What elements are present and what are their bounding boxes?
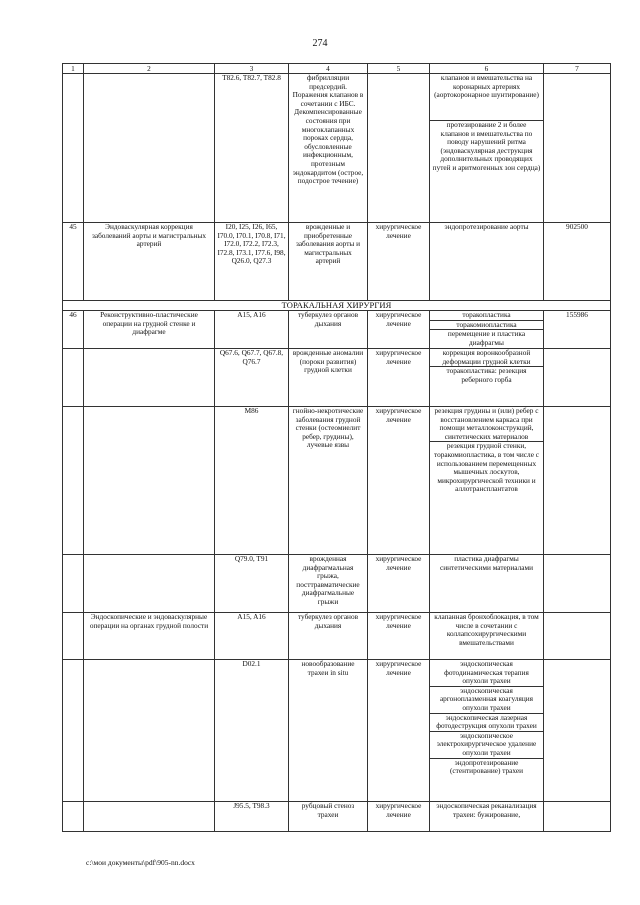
column-header: 1 [63,64,84,74]
method-item: эндоскопическая реканализация трахеи: бужирование, [436,801,537,819]
treatment-methods [430,802,544,832]
table-row [63,613,611,660]
row-number: 45 [63,223,84,301]
icd-codes: A15, A16 [215,311,289,349]
service-name: Эндоваскулярная коррекция заболеваний аорты и магистральных артерий [84,223,215,301]
icd-codes: J95.5, T98.3 [215,802,289,832]
treatment-kind: хирургическое лечение [368,613,430,660]
cost [544,349,611,407]
treatment-kind: хирургическое лечение [368,802,430,832]
icd-codes: M86 [215,407,289,555]
method-item: резекция грудной стенки, торакомиопластика, в том числе с использованием перемещенных мышечных лоскутов, микрохирургической техники и аллотрансплантатов [434,441,539,494]
treatment-kind [368,74,430,223]
cost [544,407,611,555]
treatment-kind: хирургическое лечение [368,555,430,613]
patient-model: новообразование трахеи in situ [289,660,368,802]
cost [544,660,611,802]
patient-model: гнойно-некротические заболевания грудной стенки (остеомиелит ребер, грудины), лучевые язвы [289,407,368,555]
table-row [63,407,611,555]
services-table [62,63,611,832]
method-item: эндопротезирование (стентирование) трахеи [449,757,524,776]
column-header: 4 [289,64,368,74]
cost [544,555,611,613]
row-number [63,555,84,613]
method-item: эндоскопическая аргоноплазменная коагуляция опухоли трахеи [430,687,543,714]
column-header: 2 [84,64,215,74]
column-header: 5 [368,64,430,74]
table-row [63,555,611,613]
treatment-kind: хирургическое лечение [368,349,430,407]
service-name [84,74,215,223]
column-header: 7 [544,64,611,74]
table-row [63,349,611,407]
row-number [63,802,84,832]
section-title: ТОРАКАЛЬНАЯ ХИРУРГИЯ [63,301,611,311]
row-number [63,407,84,555]
method-item: протезирование 2 и более клапанов и вмешательства по поводу нарушений ритма (эндоваскулярная деструкция дополнительных проводящих путей и аритмогенных зон сердца) [432,120,541,173]
treatment-methods [430,349,544,407]
method-item: эндоскопическое электрохирургическое удаление опухоли трахеи [430,732,543,759]
cost [544,613,611,660]
patient-model: врожденные аномалии (пороки развития) грудной клетки [289,349,368,407]
cost [544,74,611,223]
method-item: клапанная бронхоблокация, в том числе в сочетании с коллапсохирургическими вмешательствами [434,612,539,647]
treatment-methods [430,223,544,301]
treatment-methods [430,660,544,802]
method-item: эндопротезирование аорты [444,222,529,231]
patient-model: рубцовый стеноз трахеи [289,802,368,832]
method-item: клапанов и вмешательства на коронарных артериях (аортокоронарное шунтирование) [430,74,543,121]
cost: 902500 [544,223,611,301]
patient-model: врожденные и приобретенные заболевания аорты и магистральных артерий [289,223,368,301]
row-number [63,660,84,802]
patient-model: фибрилляции предсердий. Поражения клапанов в сочетании с ИБС. Декомпенсированные состояния при многоклапанных пороках сердца, обусловленные инфекционным, протезным эндокардитом (острое, подострое течение) [289,74,368,223]
service-name [84,555,215,613]
cost: 155986 [544,311,611,349]
treatment-kind: хирургическое лечение [368,223,430,301]
service-name [84,660,215,802]
row-number: 46 [63,311,84,349]
page-number: 274 [312,38,328,49]
service-name [84,407,215,555]
icd-codes: T82.6, T82.7, T82.8 [215,74,289,223]
treatment-methods [430,555,544,613]
table-row [63,74,611,223]
section-row [63,301,611,311]
file-path-footer: c:\мои документы\pdf\905-nn.docx [86,858,195,867]
treatment-kind: хирургическое лечение [368,660,430,802]
method-item: перемещение и пластика диафрагмы [447,329,526,347]
table-row [63,802,611,832]
table-row [63,223,611,301]
treatment-methods [430,613,544,660]
method-item: эндоскопическая фотодинамическая терапия опухоли трахеи [430,660,543,687]
method-item: резекция грудины и (или) ребер с восстановлением каркаса при помощи металлоконструкций, синтетических материалов [430,407,543,442]
table-row [63,660,611,802]
column-header: 6 [430,64,544,74]
patient-model: туберкулез органов дыхания [289,613,368,660]
service-name [84,349,215,407]
icd-codes: I20, I25, I26, I65, I70.0, I70.1, I70.8, I71, I72.0, I72.2, I72.3, I72.8, I73.1, I77.6, I98, Q26.0, Q27.3 [215,223,289,301]
table-row [63,311,611,349]
row-number [63,74,84,223]
method-item: торакопластика: резекция реберного горба [446,366,527,384]
treatment-methods [430,74,544,223]
treatment-methods [430,311,544,349]
patient-model: туберкулез органов дыхания [289,311,368,349]
header-row [63,64,611,74]
cost [544,802,611,832]
service-name [84,802,215,832]
icd-codes: Q67.6, Q67.7, Q67.8, Q76.7 [215,349,289,407]
method-item: торакомиопластика [430,321,543,331]
treatment-kind: хирургическое лечение [368,407,430,555]
method-item: торакопластика [430,311,543,321]
column-header: 3 [215,64,289,74]
method-item: пластика диафрагмы синтетическими материалами [440,554,533,572]
treatment-methods [430,407,544,555]
patient-model: врожденная диафрагмальная грыжа, посттравматические диафрагмальные грыжи [289,555,368,613]
service-name: Эндоскопические и эндоваскулярные операции на органах грудной полости [84,613,215,660]
row-number [63,613,84,660]
row-number [63,349,84,407]
icd-codes: Q79.0, T91 [215,555,289,613]
treatment-kind: хирургическое лечение [368,311,430,349]
method-item: коррекция воронкообразной деформации грудной клетки [430,349,543,367]
method-item: эндоскопическая лазерная фотодеструкция опухоли трахеи [430,714,543,732]
service-name: Реконструктивно-пластические операции на грудной стенке и диафрагме [84,311,215,349]
icd-codes: A15, A16 [215,613,289,660]
icd-codes: D02.1 [215,660,289,802]
